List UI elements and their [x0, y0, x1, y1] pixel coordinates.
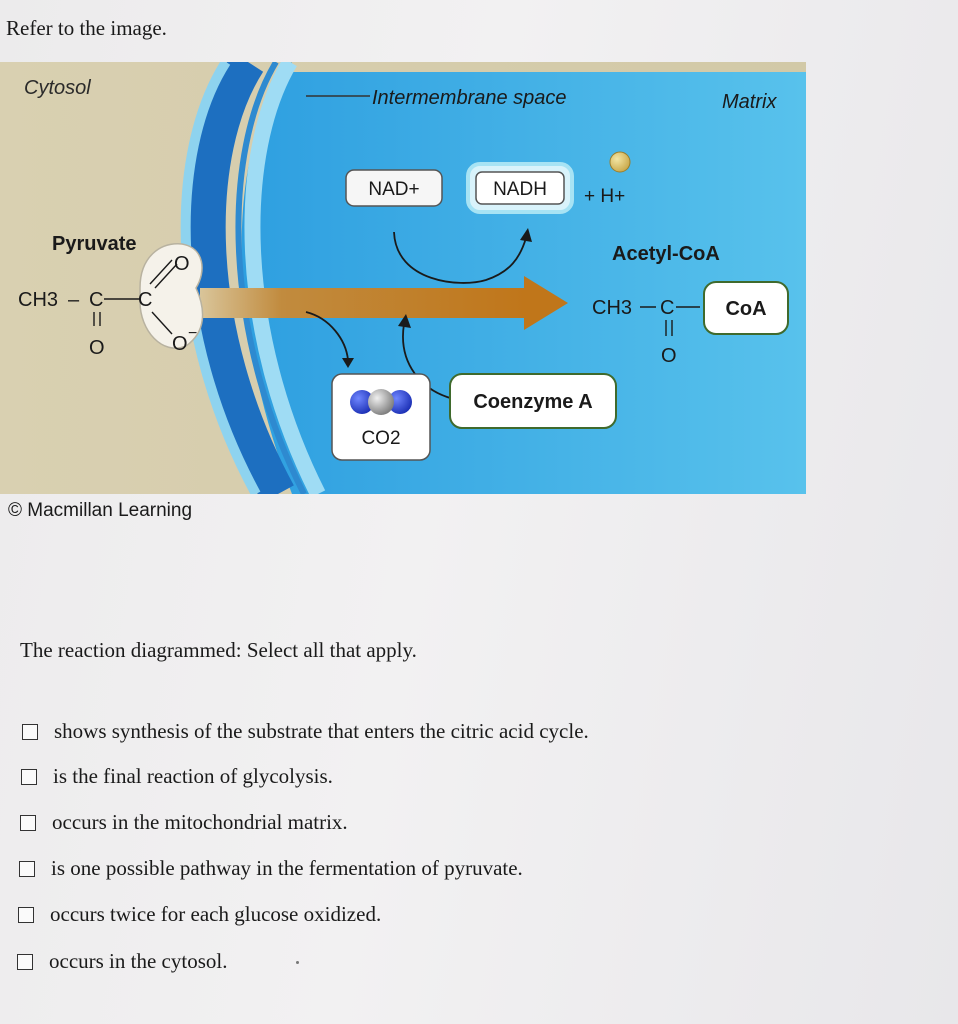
option-checkbox[interactable] [22, 724, 38, 740]
h-plus-label: + H+ [584, 186, 626, 207]
option-substrate-synthesis[interactable] [22, 719, 589, 744]
option-checkbox[interactable] [21, 769, 37, 785]
option-checkbox[interactable] [17, 954, 33, 970]
intermembrane-label: Intermembrane space [372, 87, 567, 109]
nadh-label: NADH [493, 179, 547, 200]
coenzyme-a-label: Coenzyme A [473, 391, 593, 413]
option-label: occurs twice for each glucose oxidized. [50, 902, 382, 926]
acetyl-oxygen: O [661, 345, 677, 367]
option-label: is the final reaction of glycolysis. [53, 764, 333, 788]
option-fermentation[interactable] [19, 856, 523, 881]
matrix-region [242, 62, 806, 494]
option-twice-per-glucose[interactable] [18, 902, 381, 927]
pyruvate-ch3: CH3 [18, 289, 59, 311]
option-label: occurs in the mitochondrial matrix. [52, 810, 348, 834]
prompt-text: Refer to the image. [6, 16, 167, 40]
option-mitochondrial-matrix[interactable] [20, 810, 348, 835]
co2-molecule-icon [350, 389, 412, 415]
pyruvate-dash: – [68, 289, 80, 311]
pyruvate-c2: C [138, 289, 153, 311]
matrix-label: Matrix [722, 91, 777, 113]
acetyl-ch3: CH3 [592, 297, 633, 319]
question-text: The reaction diagrammed: Select all that apply. [20, 638, 417, 662]
option-checkbox[interactable] [19, 861, 35, 877]
option-cytosol[interactable] [17, 949, 227, 974]
mitochondrion-diagram [0, 62, 806, 494]
pyruvate-carboxyl-oxygen-top: O [174, 253, 190, 275]
pyruvate-keto-oxygen: O [89, 337, 105, 359]
stray-mark [296, 961, 299, 964]
pyruvate-carboxyl-oxygen-minus: O [172, 333, 188, 355]
copyright-notice: © Macmillan Learning [8, 500, 193, 521]
acetyl-coa-coa-label: CoA [725, 298, 767, 320]
option-final-glycolysis[interactable] [21, 764, 333, 789]
option-checkbox[interactable] [18, 907, 34, 923]
option-label: shows synthesis of the substrate that enters the citric acid cycle. [54, 719, 589, 743]
hydrogen-ion-icon [610, 152, 630, 172]
acetyl-coa-label: Acetyl-CoA [612, 243, 720, 265]
cytosol-label: Cytosol [24, 77, 91, 99]
option-label: occurs in the cytosol. [49, 949, 228, 973]
pyruvate-label: Pyruvate [52, 233, 137, 255]
co2-label: CO2 [361, 428, 401, 449]
pyruvate-c1: C [89, 289, 104, 311]
pyruvate-negative-charge: − [188, 325, 198, 342]
option-label: is one possible pathway in the fermentation of pyruvate. [51, 856, 523, 880]
nad-plus-label: NAD+ [368, 179, 420, 200]
acetyl-carbon: C [660, 297, 675, 319]
option-checkbox[interactable] [20, 815, 36, 831]
